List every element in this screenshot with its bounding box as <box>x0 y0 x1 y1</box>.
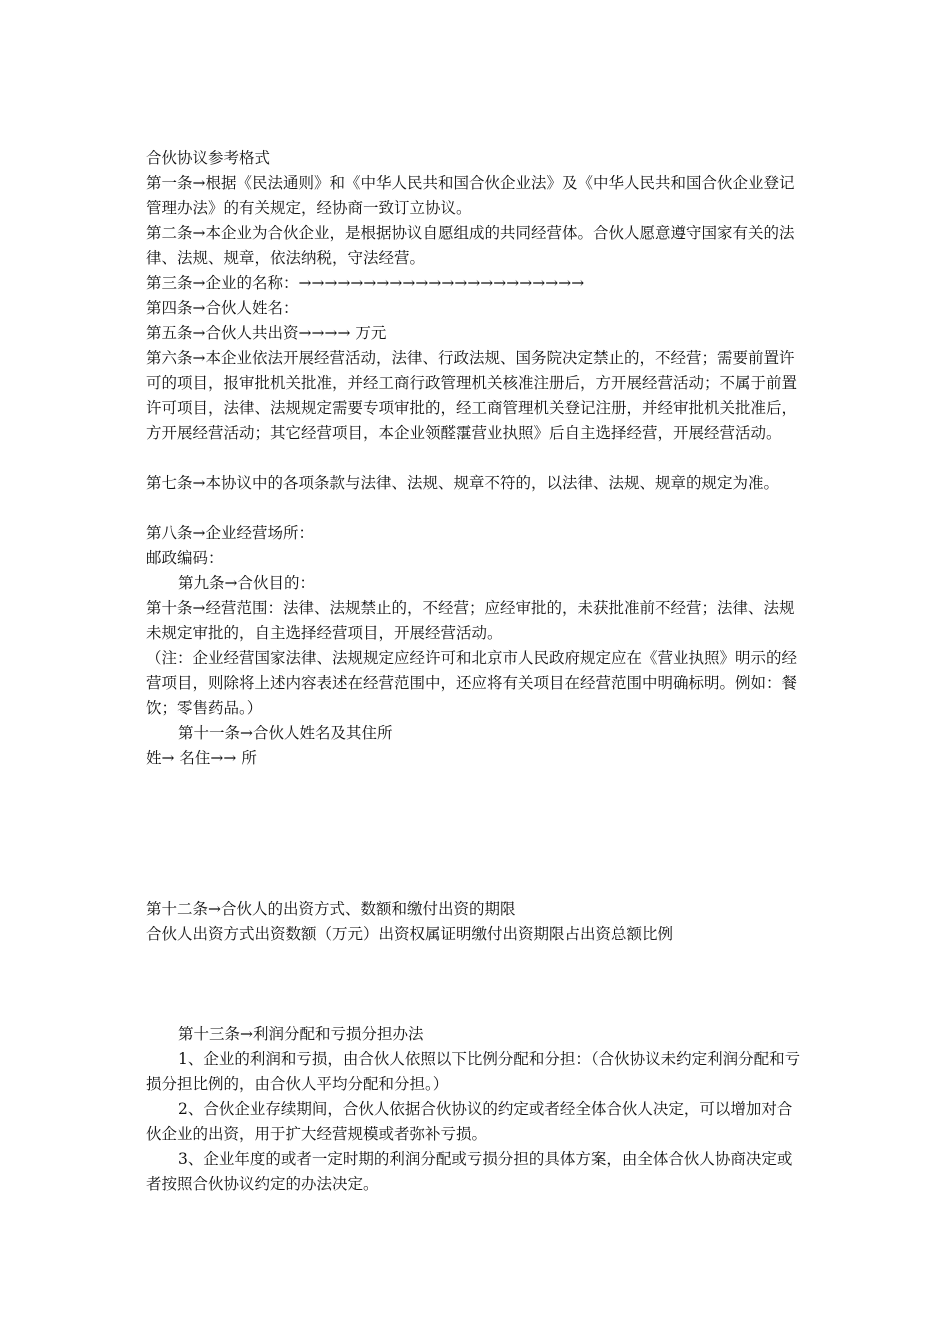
article-13-para-3: 3、企业年度的或者一定时期的利润分配或亏损分担的具体方案，由全体合伙人协商决定或者按照合伙协议约定的办法决定。 <box>146 1150 793 1193</box>
article-7: 第七条→本协议中的各项条款与法律、法规、规章不符的，以法律、法规、规章的规定为准。 <box>146 474 779 492</box>
article-9: 第九条→合伙目的： <box>178 574 315 592</box>
article-3: 第三条→企业的名称：→→→→→→→→→→→→→→→→→→→→→→ <box>146 274 585 292</box>
article-12-table-header: 合伙人出资方式出资数额（万元）出资权属证明缴付出资期限占出资总额比例 <box>146 925 674 943</box>
article-13-para-1: 1、企业的利润和亏损，由合伙人依照以下比例分配和分担：（合伙协议未约定利润分配和亏损分担比例的，由合伙人平均分配和分担。） <box>146 1050 801 1093</box>
article-5: 第五条→合伙人共出资→→→→ 万元 <box>146 324 387 342</box>
document-title: 合伙协议参考格式 <box>146 149 271 167</box>
article-6: 第六条→本企业依法开展经营活动，法律、行政法规、国务院决定禁止的，不经营；需要前置许可的项目，报审批机关批准，并经工商行政管理机关核准注册后，方开展经营活动；不属于前置许可项目，法律、法规规定需要专项审批的，经工商管理机关登记注册，并经审批机关批准后，方开展经营活动；其它经营项目，本企业领醛霮营业执照》后自主选择经营，开展经营活动。 <box>146 349 798 442</box>
article-11-table-header: 姓→ 名住→→ 所 <box>146 749 257 767</box>
article-13-para-2: 2、合伙企业存续期间，合伙人依据合伙协议的约定或者经全体合伙人决定，可以增加对合伙企业的出资，用于扩大经营规模或者弥补亏损。 <box>146 1100 793 1143</box>
article-10: 第十条→经营范围：法律、法规禁止的，不经营；应经审批的，未获批准前不经营；法律、法规未规定审批的，自主选择经营项目，开展经营活动。 <box>146 599 795 642</box>
article-1: 第一条→根据《民法通则》和《中华人民共和国合伙企业法》及《中华人民共和国合伙企业登记管理办法》的有关规定，经协商一致订立协议。 <box>146 174 795 217</box>
note-paragraph: （注：企业经营国家法律、法规规定应经许可和北京市人民政府规定应在《营业执照》明示的经营项目，则除将上述内容表述在经营范围中，还应将有关项目在经营范围中明确标明。例如：餐饮；零售药品。） <box>146 649 798 717</box>
article-4: 第四条→合伙人姓名： <box>146 299 299 317</box>
article-11: 第十一条→合伙人姓名及其住所 <box>178 724 393 742</box>
article-8: 第八条→企业经营场所： <box>146 524 314 542</box>
article-13: 第十三条→利润分配和亏损分担办法 <box>178 1025 424 1043</box>
article-2: 第二条→本企业为合伙企业，是根据协议自愿组成的共同经营体。合伙人愿意遵守国家有关的法律、法规、规章，依法纳税，守法经营。 <box>146 224 795 267</box>
article-12: 第十二条→合伙人的出资方式、数额和缴付出资的期限 <box>146 900 516 918</box>
postal-code-line: 邮政编码： <box>146 549 224 567</box>
